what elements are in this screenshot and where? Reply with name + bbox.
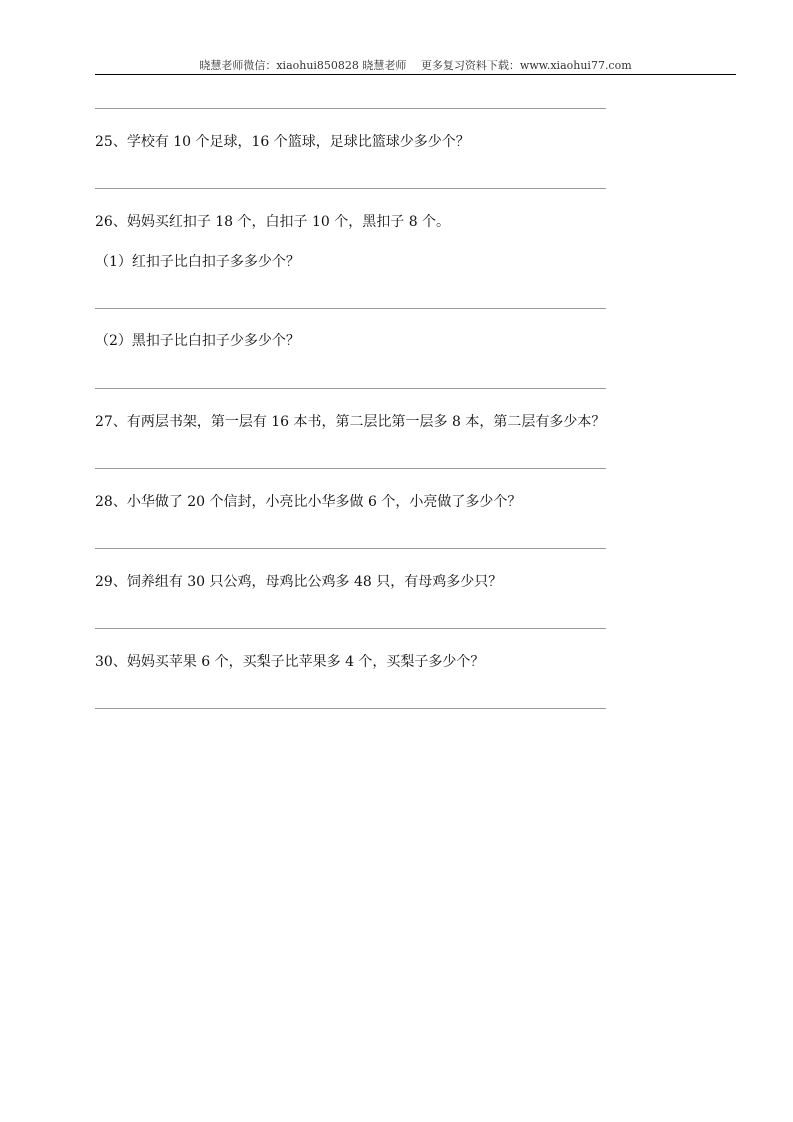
page-header: 晓慧老师微信：xiaohui850828 晓慧老师 更多复习资料下载：www.xiaohui77.com — [199, 59, 632, 72]
question-25: 25、学校有 10 个足球，16 个篮球，足球比篮球少多少个？ — [95, 134, 470, 150]
answer-line — [95, 308, 606, 309]
question-26: 26、妈妈买红扣子 18 个，白扣子 10 个，黑扣子 8 个。 — [95, 214, 451, 230]
answer-line — [95, 468, 606, 469]
question-27: 27、有两层书架，第一层有 16 本书，第二层比第一层多 8 本，第二层有多少本？ — [95, 414, 606, 430]
answer-line — [95, 188, 606, 189]
answer-line — [95, 388, 606, 389]
header-rule — [95, 74, 736, 75]
question-30: 30、妈妈买苹果 6 个，买梨子比苹果多 4 个，买梨子多少个？ — [95, 654, 485, 670]
answer-line — [95, 628, 606, 629]
question-28: 28、小华做了 20 个信封，小亮比小华多做 6 个，小亮做了多少个？ — [95, 494, 522, 510]
answer-line — [95, 708, 606, 709]
question-26-part-1: （1）红扣子比白扣子多多少个？ — [95, 254, 300, 270]
question-29: 29、饲养组有 30 只公鸡，母鸡比公鸡多 48 只，有母鸡多少只？ — [95, 574, 503, 590]
question-26-part-2: （2）黑扣子比白扣子少多少个？ — [95, 333, 300, 349]
answer-line — [95, 108, 606, 109]
answer-line — [95, 548, 606, 549]
